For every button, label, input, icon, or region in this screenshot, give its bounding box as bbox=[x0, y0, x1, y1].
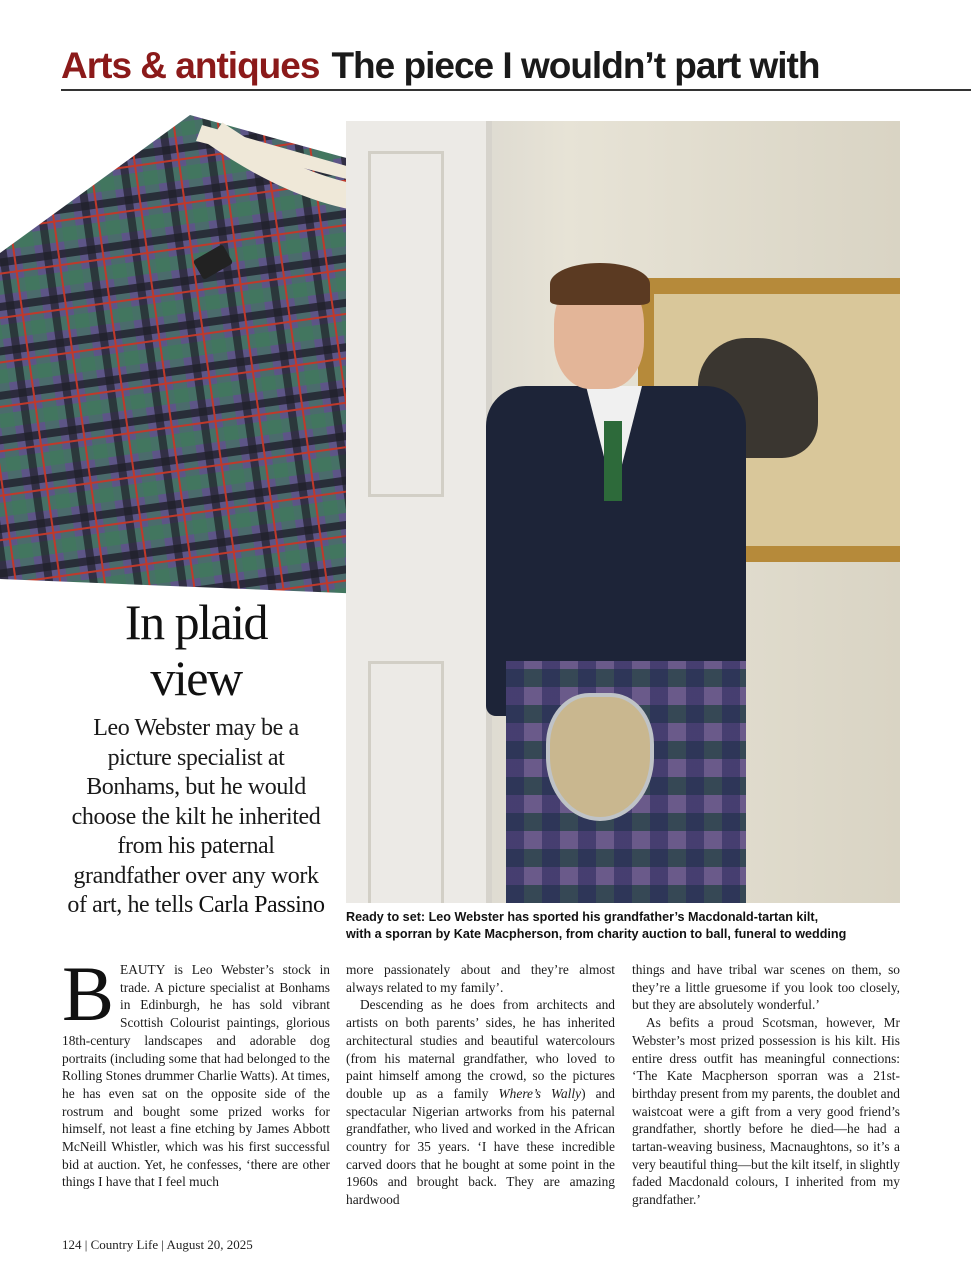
page-folio: 124 | Country Life | August 20, 2025 bbox=[62, 1237, 253, 1252]
caption-line-2: with a sporran by Kate Macpherson, from charity auction to ball, funeral to wedding bbox=[346, 927, 847, 941]
article-column-3 bbox=[632, 961, 900, 1209]
drop-cap: B bbox=[62, 950, 115, 1037]
paragraph-text: is Leo Webster’s stock in trade. A picture specialist at Bonhams in Edinburgh, he has sold vibrant Scottish Colourist paintings, glorious 18th-century landscapes and adorable dog portraits (including some that had belonged to the Rolling Stones drummer Charlie Watts). At times, he has even sat on the opposite side of the rostrum and bought some prized works for himself, not least a fine etching by James Abbott McNeill Whistler, which was his first successful bid at auction. Yet, he confesses, ‘there are other things I have that I feel much bbox=[62, 962, 330, 1190]
door-panel bbox=[368, 661, 444, 903]
headline-line-2: view bbox=[150, 650, 242, 706]
article-paragraph: more passionately about and they’re almost always related to my family’. bbox=[346, 962, 615, 995]
page-title: The piece I wouldn’t part with bbox=[331, 45, 820, 86]
article-paragraph bbox=[346, 996, 615, 1208]
article-column-2 bbox=[346, 961, 615, 1209]
headline-block bbox=[62, 594, 330, 921]
article-paragraph: things and have tribal war scenes on them, so they’re a little gruesome if you look too closely, but they are absolutely wonderful.’ bbox=[632, 962, 900, 1013]
header-rule bbox=[61, 89, 971, 91]
article-paragraph: As befits a proud Scotsman, however, Mr Webster’s most prized possession is his kilt. His entire dress outfit has meaningful connections: ‘The Kate Macpherson sporran was a 21st-birthday present from my parents, the doublet and waistcoat were a gift from a very good friend’s grandfather, shortly before he died—he had a tartan-weaving business, Macnaughtons, so it’s a very beautiful thing—but the kilt itself, in slightly faded Macdonald colours, I inherited from my grandfather.’ bbox=[632, 1015, 900, 1208]
page-header bbox=[61, 44, 971, 88]
header-title-line bbox=[61, 44, 971, 88]
standfirst-text: Leo Webster may be a picture specialist at Bonhams, but he would choose the kilt he inherited from his paternal grandfather over any work of art, he tells bbox=[67, 715, 321, 918]
headline bbox=[62, 594, 330, 706]
italic-title: Where’s Wally bbox=[498, 1085, 582, 1101]
paragraph-text: Descending as he does from architects and artists on both parents’ sides, he has inherited architectural studies and beautiful watercolours (from his maternal grandfather, who loved to paint himself among the crowd, so the pictures double up as a family bbox=[346, 997, 615, 1101]
article-paragraph bbox=[62, 950, 330, 1191]
paragraph-text: ) and spectacular Nigerian artworks from his paternal grandfather, who lived and worked in the African country for 35 years. ‘I have these incredible carved doors that he bought at some point in the 1960s and brought back. They are amazing hardwood bbox=[346, 1085, 615, 1208]
door-panel bbox=[368, 151, 444, 497]
hair bbox=[550, 263, 650, 305]
photo-caption bbox=[346, 909, 906, 943]
portrait-photo bbox=[346, 121, 900, 903]
opening-caps: EAUTY bbox=[120, 962, 166, 977]
section-label: Arts & antiques bbox=[61, 45, 320, 86]
standfirst bbox=[62, 714, 330, 921]
article-column-1 bbox=[62, 950, 330, 1191]
headline-line-1: In plaid bbox=[124, 594, 268, 650]
sporran bbox=[546, 693, 654, 821]
byline: Carla Passino bbox=[198, 892, 325, 918]
door bbox=[346, 121, 492, 903]
tie bbox=[604, 421, 622, 501]
caption-line-1: Ready to set: Leo Webster has sported his grandfather’s Macdonald-tartan kilt, bbox=[346, 910, 819, 924]
